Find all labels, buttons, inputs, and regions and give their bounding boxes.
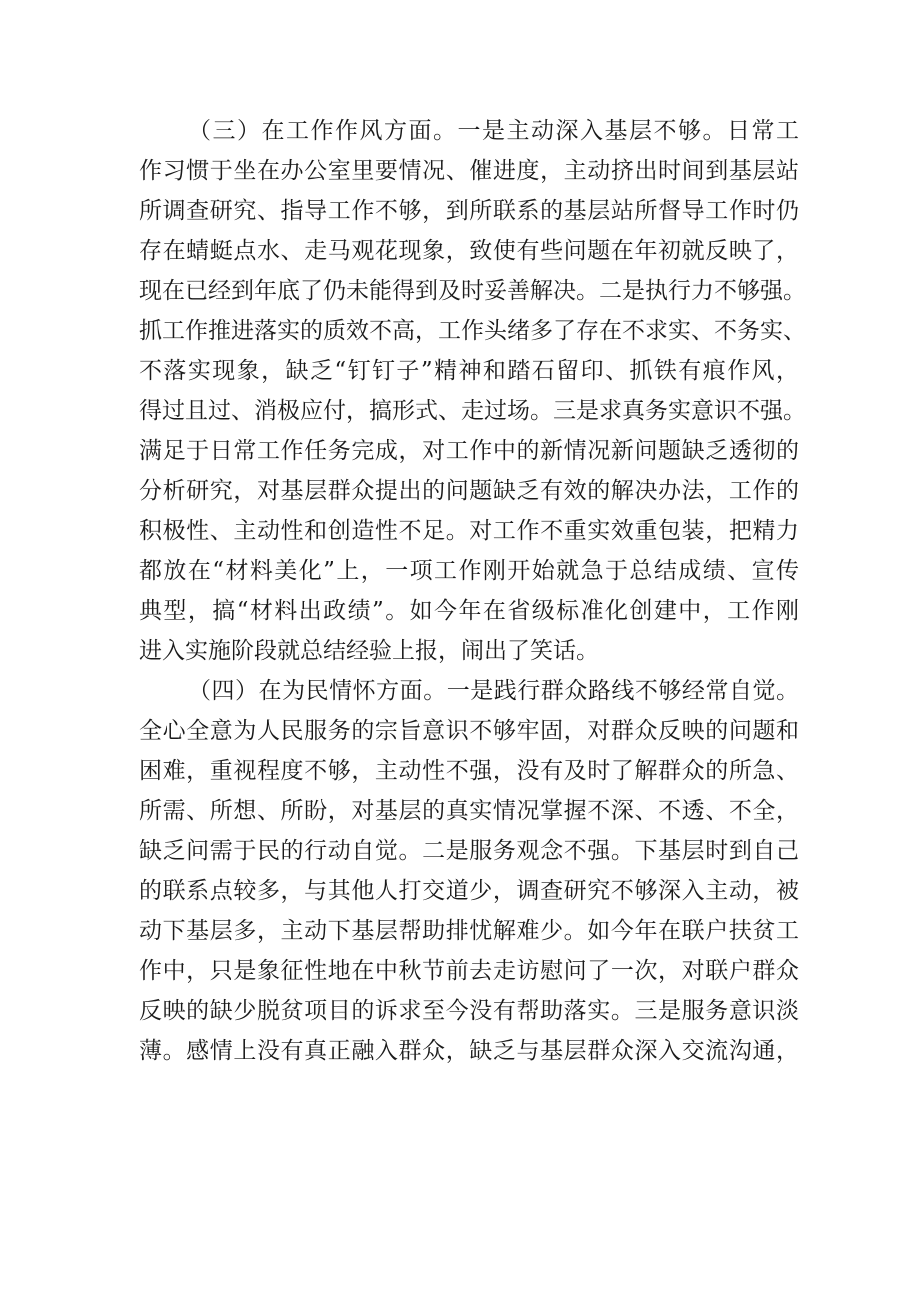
paragraph-3-line-11: 积极性、主动性和创造性不足。对工作不重实效重包装，把精力: [139, 518, 799, 544]
paragraph-3-line-2: 作习惯于坐在办公室里要情况、催进度，主动挤出时间到基层站: [139, 158, 799, 184]
paragraph-3-line-1: （三）在工作作风方面。一是主动深入基层不够。日常工: [188, 118, 799, 144]
paragraph-3-line-10: 分析研究，对基层群众提出的问题缺乏有效的解决办法，工作的: [139, 478, 799, 504]
paragraph-3-line-3: 所调查研究、指导工作不够，到所联系的基层站所督导工作时仍: [139, 198, 799, 224]
paragraph-3-line-13: 典型，搞“材料出政绩”。如今年在省级标准化创建中，工作刚: [139, 598, 799, 624]
paragraph-3-line-12: 都放在“材料美化”上，一项工作刚开始就急于总结成绩、宣传: [139, 558, 799, 584]
paragraph-4-line-2: 全心全意为人民服务的宗旨意识不够牢固，对群众反映的问题和: [139, 718, 799, 744]
paragraph-4-line-5: 缺乏问需于民的行动自觉。二是服务观念不强。下基层时到自己: [139, 838, 799, 864]
paragraph-3-line-7: 不落实现象，缺乏“钉钉子”精神和踏石留印、抓铁有痕作风，: [139, 358, 799, 384]
paragraph-4-line-1: （四）在为民情怀方面。一是践行群众路线不够经常自觉。: [188, 678, 799, 704]
paragraph-4-line-10: 薄。感情上没有真正融入群众，缺乏与基层群众深入交流沟通，: [139, 1038, 799, 1064]
paragraph-4-line-6: 的联系点较多，与其他人打交道少，调查研究不够深入主动，被: [139, 878, 799, 904]
paragraph-3-line-5: 现在已经到年底了仍未能得到及时妥善解决。二是执行力不够强。: [139, 278, 806, 304]
paragraph-3-line-14: 进入实施阶段就总结经验上报，闹出了笑话。: [139, 638, 599, 664]
paragraph-4-line-9: 反映的缺少脱贫项目的诉求至今没有帮助落实。三是服务意识淡: [139, 998, 799, 1024]
paragraph-3-line-8: 得过且过、消极应付，搞形式、走过场。三是求真务实意识不强。: [139, 398, 806, 424]
paragraph-3-line-6: 抓工作推进落实的质效不高，工作头绪多了存在不求实、不务实、: [139, 318, 806, 344]
paragraph-3-line-9: 满足于日常工作任务完成，对工作中的新情况新问题缺乏透彻的: [139, 438, 799, 464]
paragraph-4-line-3: 困难，重视程度不够，主动性不强，没有及时了解群众的所急、: [139, 758, 799, 784]
paragraph-4-line-7: 动下基层多，主动下基层帮助排忧解难少。如今年在联户扶贫工: [139, 918, 799, 944]
paragraph-4-line-4: 所需、所想、所盼，对基层的真实情况掌握不深、不透、不全，: [139, 798, 799, 824]
paragraph-3-line-4: 存在蜻蜓点水、走马观花现象，致使有些问题在年初就反映了，: [139, 238, 799, 264]
paragraph-4-line-8: 作中，只是象征性地在中秋节前去走访慰问了一次，对联户群众: [139, 958, 799, 984]
